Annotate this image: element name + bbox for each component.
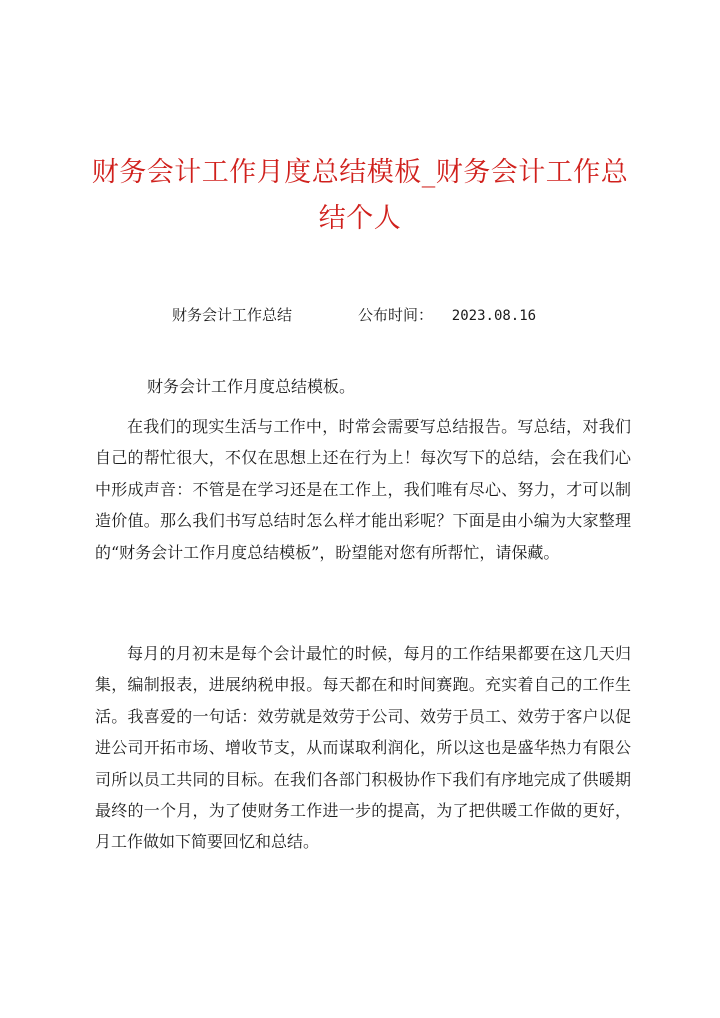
lead-line: 财务会计工作月度总结模板。 (147, 377, 356, 396)
document-meta (0, 304, 720, 328)
publish-info (358, 304, 536, 325)
category-label: 财务会计工作总结 (172, 306, 293, 324)
body-paragraph-2: 每月的月初末是每个会计最忙的时候，每月的工作结果都要在这几天归集，编制报表，进展纳税申报。每天都在和时间赛跑。充实着自己的工作生活。我喜爱的一句话：效劳就是效劳于公司、效劳于员工、效劳于客户以促进公司开拓市场、增收节支，从而谋取利润化，所以这也是盛华热力有限公司所以员工共同的目标。在我们各部门积极协作下我们有序地完成了供暖期最终的一个月，为了使财务工作进一步的提高，为了把供暖工作做的更好，月工作做如下简要回忆和总结。 (95, 644, 631, 852)
document-title: 财务会计工作月度总结模板_财务会计工作总结个人 (91, 157, 629, 234)
body-paragraph-1: 在我们的现实生活与工作中，时常会需要写总结报告。写总结，对我们自己的帮忙很大，不仅在思想上还在行为上！每次写下的总结，会在我们心中形成声音：不管是在学习还是在工作上，我们唯有尽心、努力，才可以制造价值。那么我们书写总结时怎么样才能出彩呢？下面是由小编为大家整理的“财务会计工作月度总结模板”，盼望能对您有所帮忙，请保藏。 (95, 417, 631, 562)
publish-label: 公布时间： (358, 306, 434, 324)
publish-date: 2023.08.16 (451, 308, 537, 324)
